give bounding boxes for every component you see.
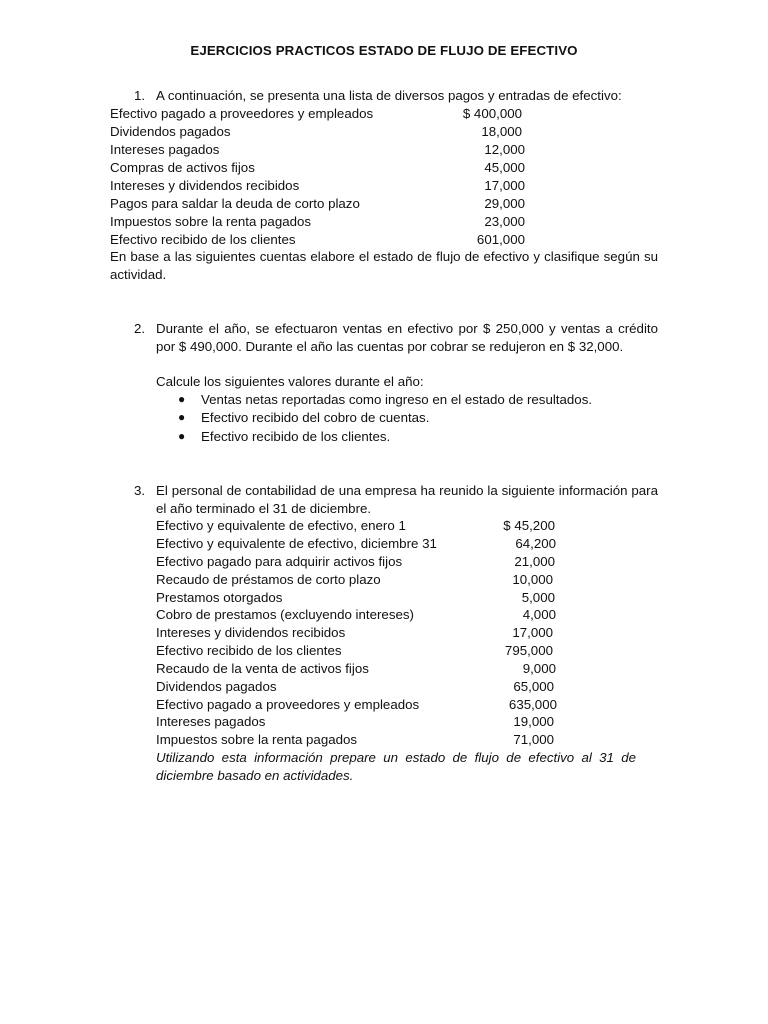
page-title: EJERCICIOS PRACTICOS ESTADO DE FLUJO DE EFECTIVO xyxy=(190,43,578,58)
list-item-amount: 17,000 xyxy=(484,178,525,193)
list-item-label: Intereses pagados xyxy=(110,142,220,157)
list-item-label: Impuestos sobre la renta pagados xyxy=(110,214,312,229)
list-item-label: Intereses pagados xyxy=(156,714,266,729)
ex3-closing: Utilizando esta información prepare un estado de flujo de efectivo al 31 de diciembre basado en actividades. xyxy=(156,750,636,783)
bullet-icon: ● xyxy=(178,429,186,443)
list-item-amount: 10,000 xyxy=(512,572,553,587)
list-item-label: Intereses y dividendos recibidos xyxy=(156,625,346,640)
list-item-amount: $ 45,200 xyxy=(503,518,555,533)
list-item-label: Pagos para saldar la deuda de corto plazo xyxy=(110,196,360,211)
ex3-number: 3. xyxy=(134,483,146,498)
list-item-label: Efectivo pagado para adquirir activos fijos xyxy=(156,554,403,569)
ex2-number: 2. xyxy=(134,321,146,336)
ex1-intro: A continuación, se presenta una lista de diversos pagos y entradas de efectivo: xyxy=(156,88,622,103)
ex2-calc: Calcule los siguientes valores durante el año: xyxy=(156,374,424,389)
list-item-amount: 23,000 xyxy=(484,214,525,229)
ex3-intro: El personal de contabilidad de una empresa ha reunido la siguiente información para el año terminado el 31 de diciembre. xyxy=(156,483,658,516)
list-item-amount: 18,000 xyxy=(481,124,522,139)
list-item-label: Efectivo recibido de los clientes xyxy=(156,643,342,658)
list-item-amount: $ 400,000 xyxy=(462,106,522,121)
list-item-amount: 71,000 xyxy=(513,732,554,747)
list-item-label: Efectivo recibido de los clientes xyxy=(110,232,296,247)
ex1-instruction: En base a las siguientes cuentas elabore el estado de flujo de efectivo y clasifique según su actividad. xyxy=(110,249,658,282)
ex2-paragraph: Durante el año, se efectuaron ventas en efectivo por $ 250,000 y ventas a crédito por $ 490,000. Durante el año las cuentas por cobrar se redujeron en $ 32,000. xyxy=(156,321,658,354)
ex1-number: 1. xyxy=(134,88,146,103)
list-item-amount: 635,000 xyxy=(508,697,557,712)
list-item-label: Cobro de prestamos (excluyendo intereses) xyxy=(156,607,414,622)
list-item-amount: 17,000 xyxy=(512,625,553,640)
list-item-amount: 12,000 xyxy=(484,142,525,157)
list-item-amount: 19,000 xyxy=(513,714,554,729)
list-item: Efectivo recibido de los clientes. xyxy=(201,429,391,444)
bullet-icon: ● xyxy=(178,410,186,424)
list-item-label: Intereses y dividendos recibidos xyxy=(110,178,300,193)
list-item: Ventas netas reportadas como ingreso en el estado de resultados. xyxy=(201,392,593,407)
list-item-amount: 5,000 xyxy=(521,590,555,605)
list-item-amount: 601,000 xyxy=(476,232,525,247)
list-item: Efectivo recibido del cobro de cuentas. xyxy=(201,410,430,425)
list-item-label: Efectivo y equivalente de efectivo, diciembre 31 xyxy=(156,536,437,551)
bullet-icon: ● xyxy=(178,392,186,406)
list-item-label: Efectivo y equivalente de efectivo, enero 1 xyxy=(156,518,406,533)
list-item-amount: 4,000 xyxy=(522,607,556,622)
list-item-label: Dividendos pagados xyxy=(110,124,231,139)
list-item-amount: 65,000 xyxy=(513,679,554,694)
list-item-amount: 21,000 xyxy=(514,554,555,569)
list-item-label: Efectivo pagado a proveedores y empleados xyxy=(110,106,374,121)
list-item-amount: 9,000 xyxy=(522,661,556,676)
list-item-amount: 64,200 xyxy=(515,536,556,551)
list-item-label: Prestamos otorgados xyxy=(156,590,283,605)
list-item-label: Recaudo de préstamos de corto plazo xyxy=(156,572,381,587)
list-item-label: Recaudo de la venta de activos fijos xyxy=(156,661,369,676)
list-item-amount: 45,000 xyxy=(484,160,525,175)
list-item-amount: 795,000 xyxy=(504,643,553,658)
list-item-label: Dividendos pagados xyxy=(156,679,277,694)
list-item-label: Efectivo pagado a proveedores y empleados xyxy=(156,697,420,712)
list-item-amount: 29,000 xyxy=(484,196,525,211)
list-item-label: Compras de activos fijos xyxy=(110,160,255,175)
list-item-label: Impuestos sobre la renta pagados xyxy=(156,732,358,747)
